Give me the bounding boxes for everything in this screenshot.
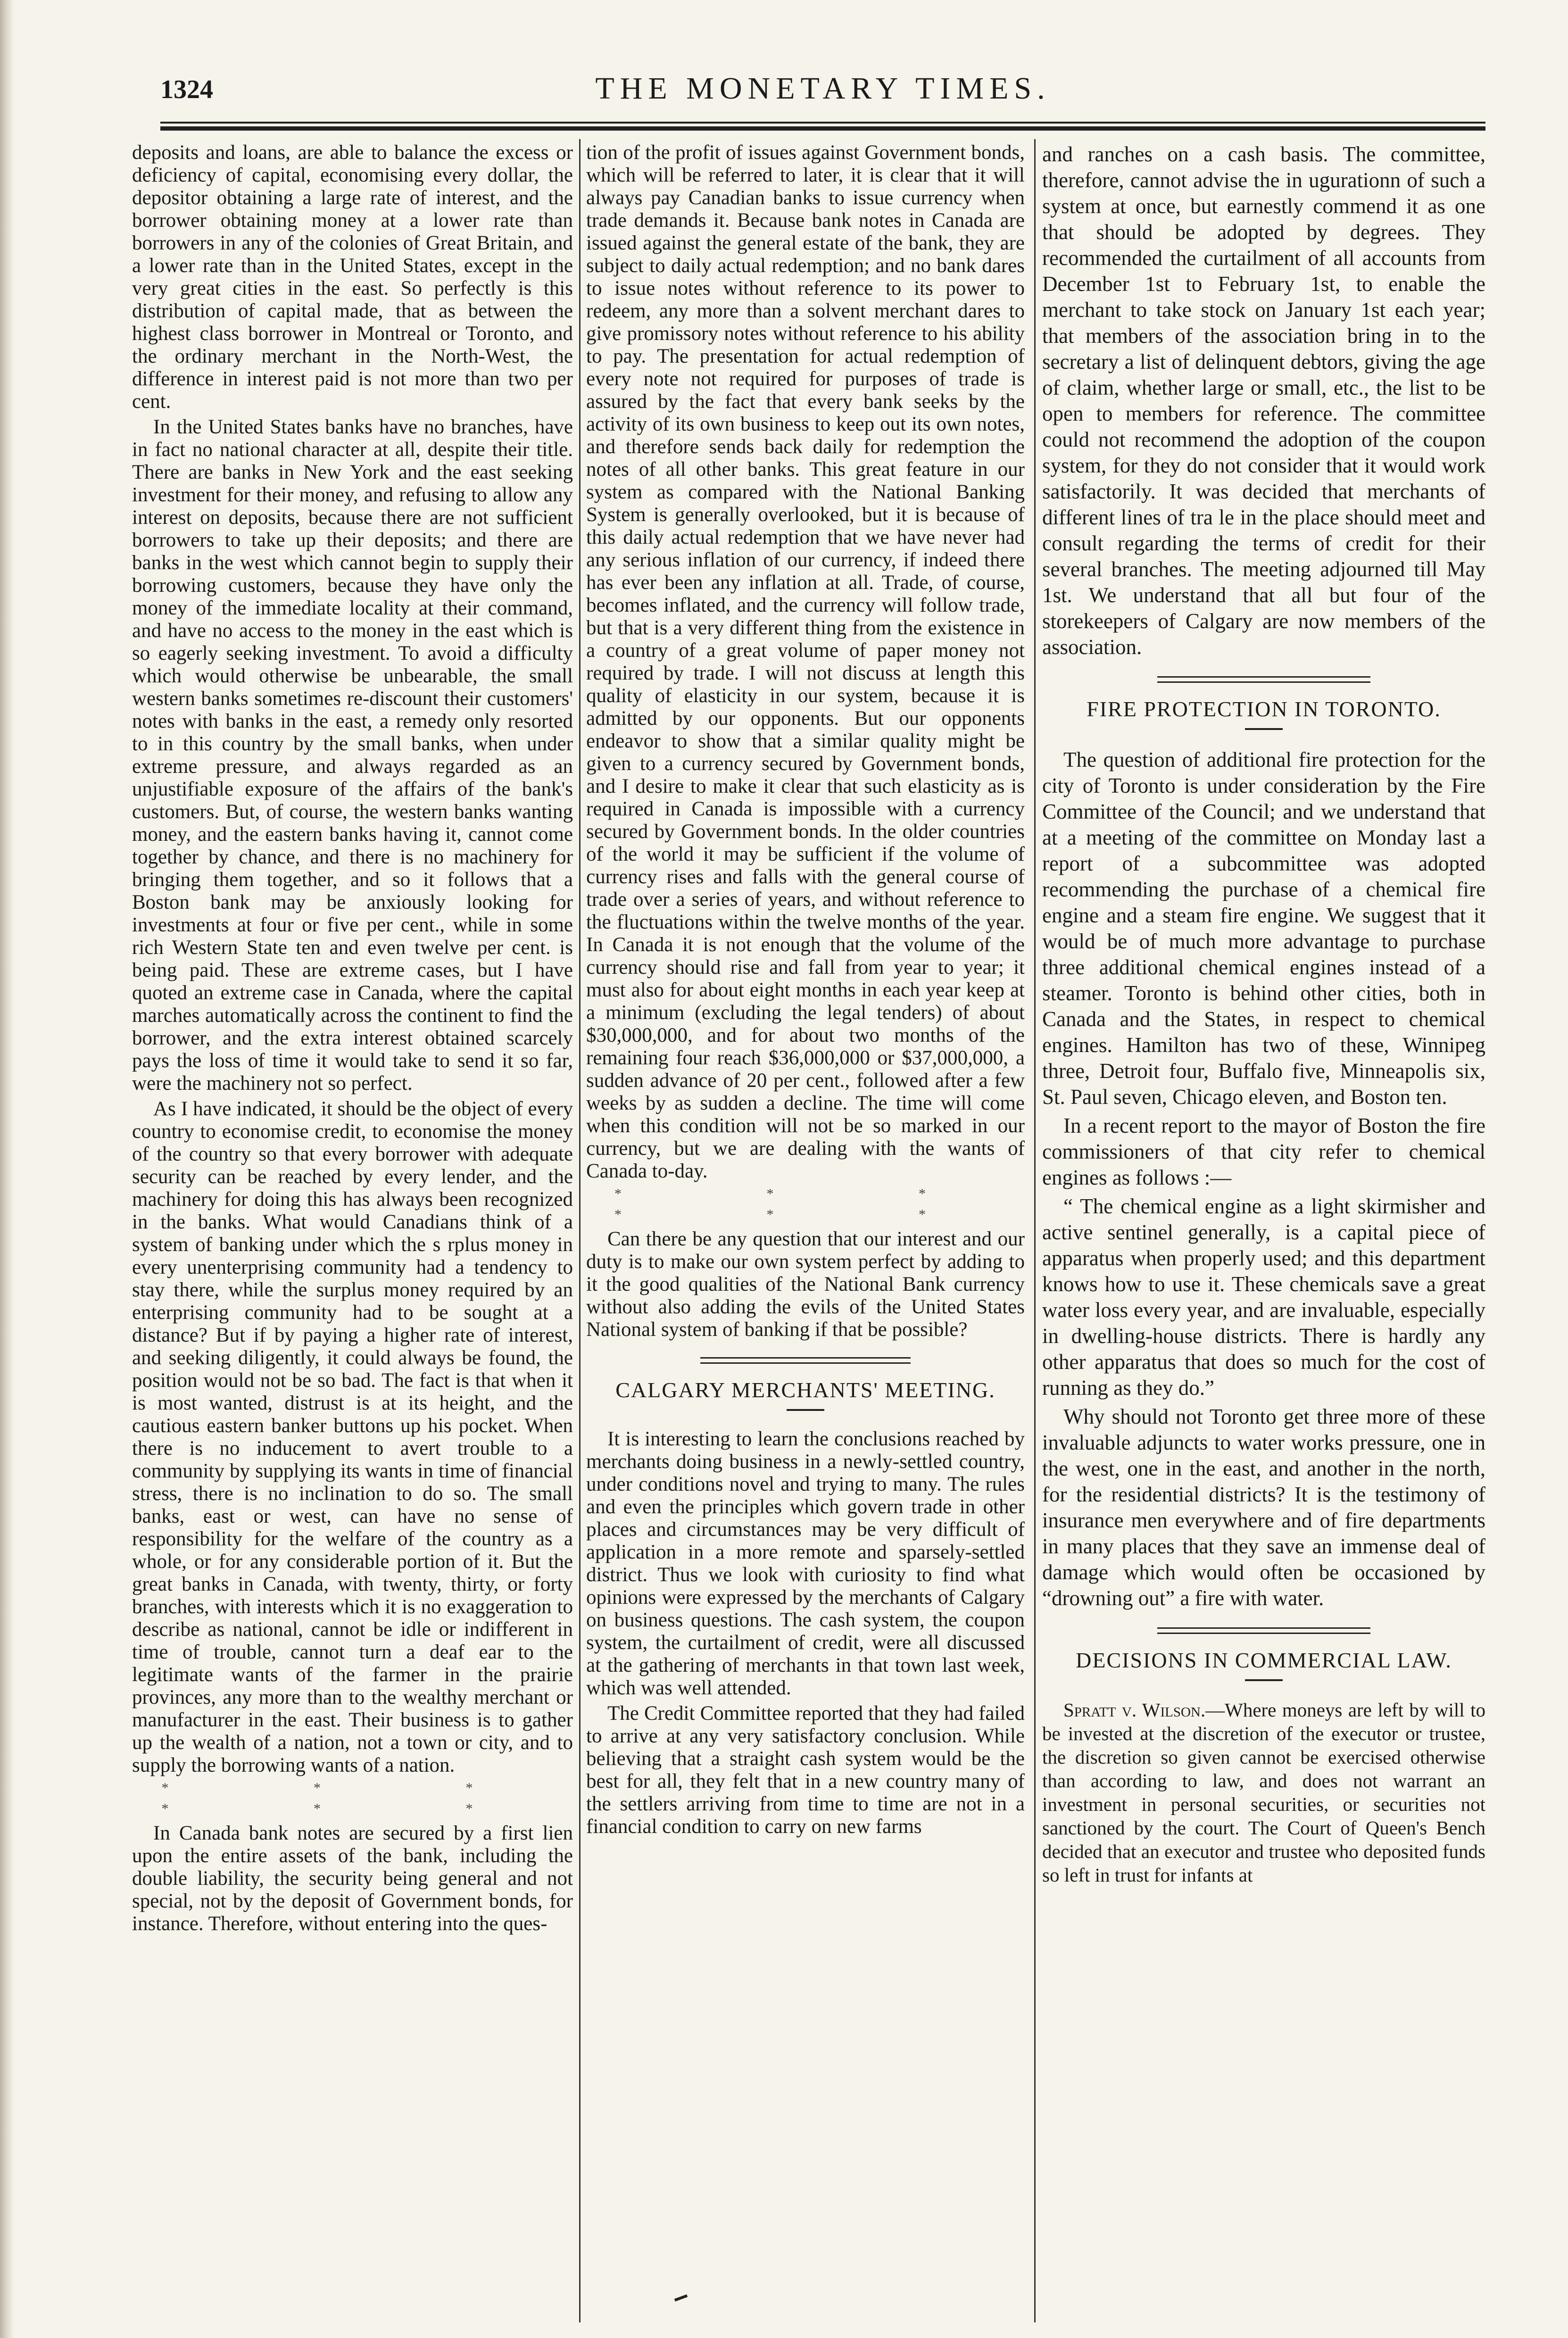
paragraph: It is interesting to learn the conclusions reached by merchants doing business in a newly-settled country, under conditions novel and trying to many. The rules and even the principles which govern trade in other places and circumstances may be very difficult of application in a more remote and sparsely-settled district. Thus we look with curiosity to find what opinions were expressed by the merchants of Calgary on business questions. The cash system, the coupon system, the curtailment of credit, were all discussed at the gathering of merchants in that town last week, which was well attended. <box>586 1428 1025 1699</box>
page-number: 1324 <box>160 75 213 104</box>
header-rule-thin <box>160 122 1485 124</box>
column-3 <box>1042 141 1485 2320</box>
paragraph: tion of the profit of issues against Government bonds, which will be referred to later, it is clear that it will always pay Canadian banks to issue currency when trade demands it. Because bank notes in Canada are issued against the general estate of the bank, they are subject to daily actual redemption; and no bank dares to issue notes without reference to its power to redeem, any more than a solvent merchant dares to give promissory notes without reference to his ability to pay. The presentation for actual redemption of every note not required for purposes of trade is assured by the fact that every bank seeks by the activity of its own business to keep out its own notes, and therefore sends back daily for redemption the notes of all other banks. This great feature in our system as compared with the National Banking System is generally overlooked, but it is because of this daily actual redemption that we have never had any serious inflation of our currency, if indeed there has ever been any inflation at all. Trade, of course, becomes inflated, and the currency will follow trade, but that is a very different thing from the existence in a country of a great volume of paper money not required by trade. I will not discuss at length this quality of elasticity in our system, because it is admitted by our opponents. But our opponents endeavor to show that a similar quality might be given to a currency secured by Government bonds, and I desire to make it clear that such elasticity as is required in Canada is impossible with a currency secured by Government bonds. In the older countries of the world it may be sufficient if the volume of currency rises and falls with the general course of trade over a series of years, and without reference to the fluctuations within the twelve months of the year. In Canada it is not enough that the volume of the currency should rise and fall from year to year; it must also for about eight months in each year keep at a minimum (excluding the legal tenders) of about $30,000,000, and for about two months of the remaining four reach $36,000,000 or $37,000,000, a sudden advance of 20 per cent., followed after a few weeks by as sudden a decline. The time will come when this condition will not be so marked in our currency, but we are dealing with the wants of Canada to-day. <box>586 141 1025 1182</box>
section-break <box>1042 1627 1485 1634</box>
section-title-commercial-law: DECISIONS IN COMMERCIAL LAW. <box>1076 1648 1452 1672</box>
section-title-fire-protection: FIRE PROTECTION IN TORONTO. <box>1087 697 1441 721</box>
column-divider-1 <box>579 139 581 2322</box>
asterisk-divider: * * * * * * <box>614 1186 996 1222</box>
paragraph: In the United States banks have no branches, have in fact no national character at all, despite their title. There are banks in New York and the east seeking investment for their money, and refusing to allow any interest on deposits, because there are not sufficient borrowers to take up their deposits; and there are banks in the west which cannot begin to supply their borrowing customers, because they have only the money of the immediate locality at their command, and have no access to the money in the east which is so eagerly seeking investment. To avoid a difficulty which would otherwise be unbearable, the small western banks sometimes re-discount their customers' notes with banks in the east, a remedy only resorted to in this country by the small banks, when under extreme pressure, and always regarded as an unjustifiable exposure of the affairs of the bank's customers. But, of course, the western banks wanting money, and the eastern banks having it, cannot come together by chance, and there is no machinery for bringing them together, and so it follows that a Boston bank may be anxiously looking for investments at four or five per cent., while in some rich Western State ten and even twelve per cent. is being paid. These are extreme cases, but I have quoted an extreme case in Canada, where the capital marches automatically across the continent to find the borrower, and the extra interest obtained scarcely pays the loss of time it would take to send it so far, were the machinery not so perfect. <box>132 416 573 1094</box>
column-divider-2 <box>1034 139 1036 2322</box>
paragraph: Why should not Toronto get three more of these invaluable adjuncts to water works pressure, one in the west, one in the east, and another in the north, for the residential districts? It is the testimony of insurance men everywhere and of fire departments in many places that they save an immense deal of damage which would often be occasioned by “drowning out” a fire with water. <box>1042 1405 1485 1610</box>
title-rule <box>1245 1679 1283 1681</box>
paragraph: The question of additional fire protection for the city of Toronto is under consideration by the Fire Committee of the Council; and we understand that at a meeting of the committee on Monday last a report of a subcommittee was adopted recommending the purchase of a chemical fire engine and a steam fire engine. We suggest that it would be of much more advantage to purchase three additional chemical engines instead of a steamer. Toronto is behind other cities, both in Canada and the States, in respect to chemical engines. Hamilton has two of these, Winnipeg three, Detroit four, Buffalo five, Minneapolis six, St. Paul seven, Chicago eleven, and Boston ten. <box>1042 748 1485 1109</box>
section-break <box>1042 676 1485 683</box>
paragraph: Can there be any question that our interest and our duty is to make our own system perfect by adding to it the good qualities of the National Bank currency without also adding the evils of the United States National system of banking if that be possible? <box>586 1228 1025 1341</box>
column-2 <box>586 141 1025 2320</box>
paragraph: In a recent report to the mayor of Boston the fire commissioners of that city refer to chemical engines as follows :— <box>1042 1114 1485 1189</box>
page-edge <box>0 0 14 2338</box>
title-rule <box>1245 728 1283 730</box>
paragraph: The Credit Committee reported that they had failed to arrive at any very satisfactory conclusion. While believing that a straight cash system would be the best for all, they felt that in a new country many of the settlers arriving from time to time are not in a financial condition to carry on new farms <box>586 1702 1025 1838</box>
running-title: THE MONETARY TIMES. <box>595 71 1051 106</box>
column-1 <box>132 141 573 2320</box>
case-text: —Where moneys are left by will to be invested at the discretion of the executor or trustee, the discretion so given cannot be exercised otherwise than according to law, and does not warrant an investment in personal securities, or securities not sanctioned by the court. The Court of Queen's Bench decided that an executor and trustee who deposited funds so left in trust for infants at <box>1042 1699 1485 1886</box>
section-break <box>586 1357 1025 1364</box>
paragraph <box>1042 1698 1485 1887</box>
paragraph: and ranches on a cash basis. The committee, therefore, cannot advise the in ugurationn of such a system at once, but earnestly commend it as one that should be adopted by degrees. They recommended the curtailment of all accounts from December 1st to February 1st, to enable the merchant to take stock on January 1st each year; that members of the association bring in to the secretary a list of delinquent debtors, giving the age of claim, whether large or small, etc., the list to be open to members for reference. The committee could not recommend the adoption of the coupon system, for they do not consider that it would work satisfactorily. It was decided that merchants of different lines of tra le in the place should meet and consult regarding the terms of credit for their several branches. The meeting adjourned till May 1st. We understand that all but four of the storekeepers of Calgary are now members of the association. <box>1042 142 1485 659</box>
asterisk-divider: * * * * * * <box>161 1780 544 1816</box>
header-rule-thick <box>160 126 1485 131</box>
case-name: Spratt v. Wilson. <box>1063 1699 1206 1721</box>
page-header <box>160 71 1485 113</box>
title-rule <box>787 1409 824 1411</box>
quotation: “ The chemical engine as a light skirmisher and active sentinel generally, is a capital piece of apparatus when properly used; and this department knows how to use it. These chemicals save a great water loss every year, and are invaluable, especially in dwelling-house districts. There is hardly any other apparatus that does so much for the cost of running as they do.” <box>1042 1194 1485 1400</box>
paragraph: In Canada bank notes are secured by a first lien upon the entire assets of the bank, including the double liability, the security being general and not special, not by the deposit of Government bonds, for instance. Therefore, without entering into the ques- <box>132 1822 573 1935</box>
paragraph: deposits and loans, are able to balance the excess or deficiency of capital, economising every dollar, the depositor obtaining a large rate of interest, and the borrower obtaining money at a lower rate than borrowers in any of the colonies of Great Britain, and a lower rate than in the United States, except in the very great cities in the east. So perfectly is this distribution of capital made, that as between the highest class borrower in Montreal or Toronto, and the ordinary merchant in the North-West, the difference in interest paid is not more than two per cent. <box>132 141 573 413</box>
paragraph: As I have indicated, it should be the object of every country to economise credit, to economise the money of the country so that every borrower with adequate security can be reached by every lender, and the machinery for doing this has always been recognized in the banks. What would Canadians think of a system of banking under which the s rplus money in every unenterprising community had a tendency to stay there, while the surplus money required by an enterprising community had to be sought at a distance? But if by paying a higher rate of interest, and seeking diligently, it could always be found, the position would not be so bad. The fact is that when it is most wanted, distrust is at its height, and the cautious eastern banker buttons up his pocket. When there is no inducement to avert trouble to a community by supplying its wants in time of financial stress, there is no inclination to do so. The small banks, east or west, can have no sense of responsibility for the welfare of the country as a whole, or for any considerable portion of it. But the great banks in Canada, with twenty, thirty, or forty branches, with interests which it is no exaggeration to describe as national, cannot be idle or indifferent in time of trouble, cannot turn a deaf ear to the legitimate wants of the farmer in the prairie provinces, any more than to the wealthy merchant or manufacturer in the east. Their business is to gather up the wealth of a nation, not a town or city, and to supply the borrowing wants of a nation. <box>132 1098 573 1776</box>
section-title-calgary: CALGARY MERCHANTS' MEETING. <box>615 1378 996 1402</box>
